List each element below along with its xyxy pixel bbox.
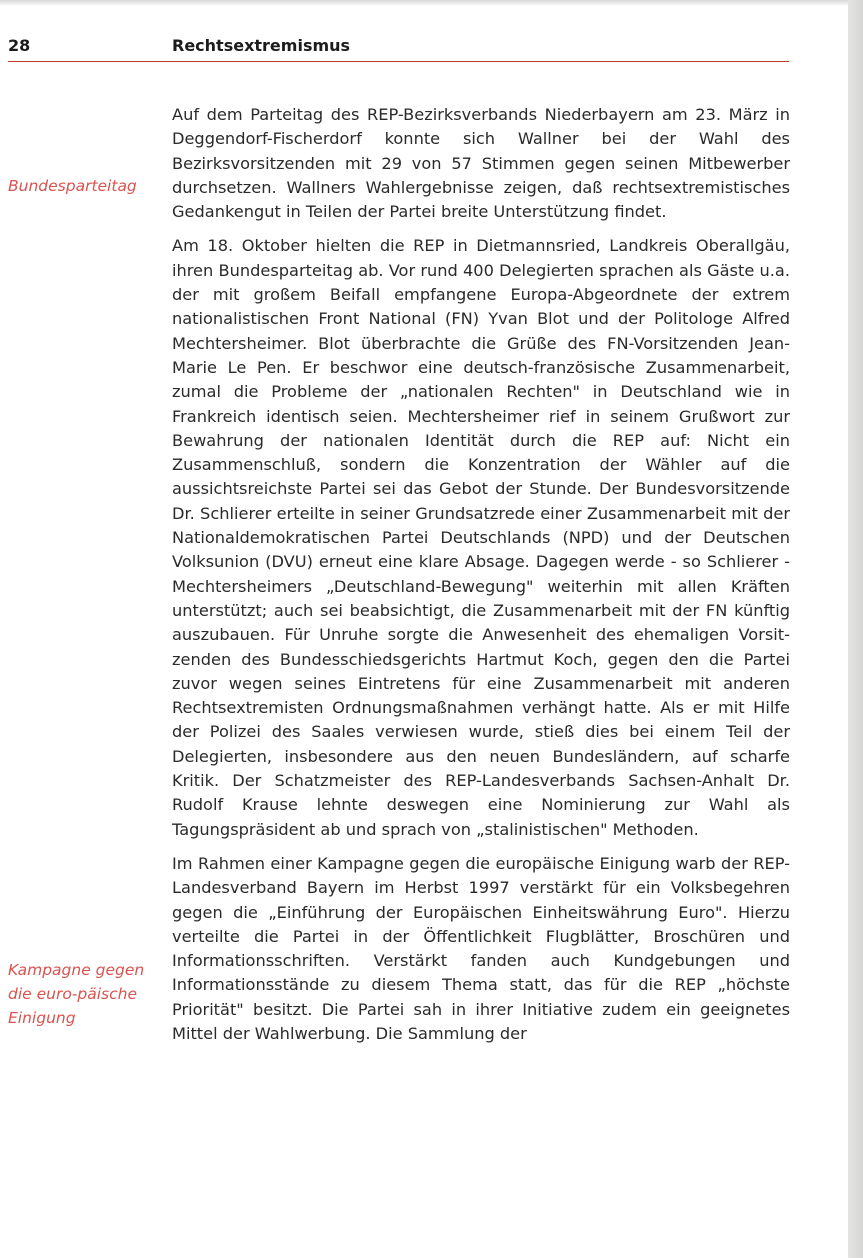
margin-note-kampagne: Kampagne gegen die euro-päische Einigung <box>8 961 145 1027</box>
paragraph-parteitag-niederbayern: Auf dem Parteitag des REP-Bezirksverbands Niederbayern am 23. März in Deggendorf-Fischerdorf konnte sich Wallner bei der Wahl des Bezirksvorsitzenden mit 29 von 57 Stimmen gegen seinen Mitbewerber durchsetzen. Wallners Wahlergebnisse zeigen, daß rechtsextremistisches Gedankengut in Teilen der Partei breite Unterstützung findet. <box>172 105 790 222</box>
header-rule <box>8 61 789 62</box>
page-number: 28 <box>8 36 31 55</box>
paragraph-kampagne: Im Rahmen einer Kampagne gegen die europäische Einigung warb der REP-Landesverband Bayern im Herbst 1997 verstärkt für ein Volksbegehren gegen die „Einführung der Europäischen Einheitswährung Euro". Hierzu verteilte die Partei in der Öffentlichkeit Flugblätter, Broschüren und Informationsschriften. Verstärkt fanden auch Kundgebungen und Informationsstände zu diesem Thema statt, das für die REP „höchste Priorität" besitzt. Die Partei sah in ihrer Initiative zudem ein geeignetes Mittel der Wahlwerbung. Die Sammlung der <box>172 853 790 1043</box>
page-edge-shadow <box>848 0 863 1258</box>
paragraph-bundesparteitag: Am 18. Oktober hielten die REP in Dietmannsried, Landkreis Oberallgäu, ihren Bundesparteitag ab. Vor rund 400 Delegierten sprachen als Gäste u.a. der mit großem Beifall empfangene Europa-Abgeordnete der extrem nationalistischen Front National (FN) Yvan Blot und der Politologe Alfred Mechtersheimer. Blot überbrachte die Grüße des FN-Vorsitzenden Jean-Marie Le Pen. Er beschwor eine deutsch-französische Zusammenarbeit, zumal die Probleme der „nationalen Rechten" in Deutschland wie in Frankreich identisch seien. Mechtersheimer rief in seinem Grußwort zur Bewahrung der nationalen Identität durch die REP auf: Nicht ein Zusammenschluß, sondern die Konzentration der Wähler auf die aussichtsreichste Partei sei das Gebot der Stunde. Der Bundesvorsitzende Dr. Schlierer erteilte in seiner Grundsatzrede einer Zusammenarbeit mit der Nationaldemokratischen Partei Deutschlands (NPD) und der Deutschen Volksunion (DVU) erneut eine klare Absage. Dagegen werde - so Schlierer - Mechtersheimers „Deutschland-Bewegung" weiterhin mit allen Kräften unterstützt; auch sei beabsichtigt, die Zusammenarbeit mit der FN künftig auszubauen. Für Unruhe sorgte die Anwesenheit des ehemaligen Vorsitzenden des Bundesschiedsgerichts Hartmut Koch, gegen den die Partei zuvor wegen seines Eintretens für eine Zusammenarbeit mit anderen Rechtsextremisten Ordnungsmaßnahmen verhängt hatte. Als er mit Hilfe der Polizei des Saales verwiesen wurde, stieß dies bei einem Teil der Delegierten, insbesondere aus den neuen Bundesländern, auf scharfe Kritik. Der Schatzmeister des REP-Landesverbands Sachsen-Anhalt Dr. Rudolf Krause lehnte deswegen eine Nominierung zur Wahl als Tagungspräsident ab und sprach von „stalinistischen" Methoden. <box>172 236 790 839</box>
margin-note-bundesparteitag: Bundesparteitag <box>8 177 137 195</box>
running-head: Rechtsextremismus <box>172 36 351 55</box>
scan-top-shadow <box>0 0 863 6</box>
body-text <box>172 103 790 1056</box>
